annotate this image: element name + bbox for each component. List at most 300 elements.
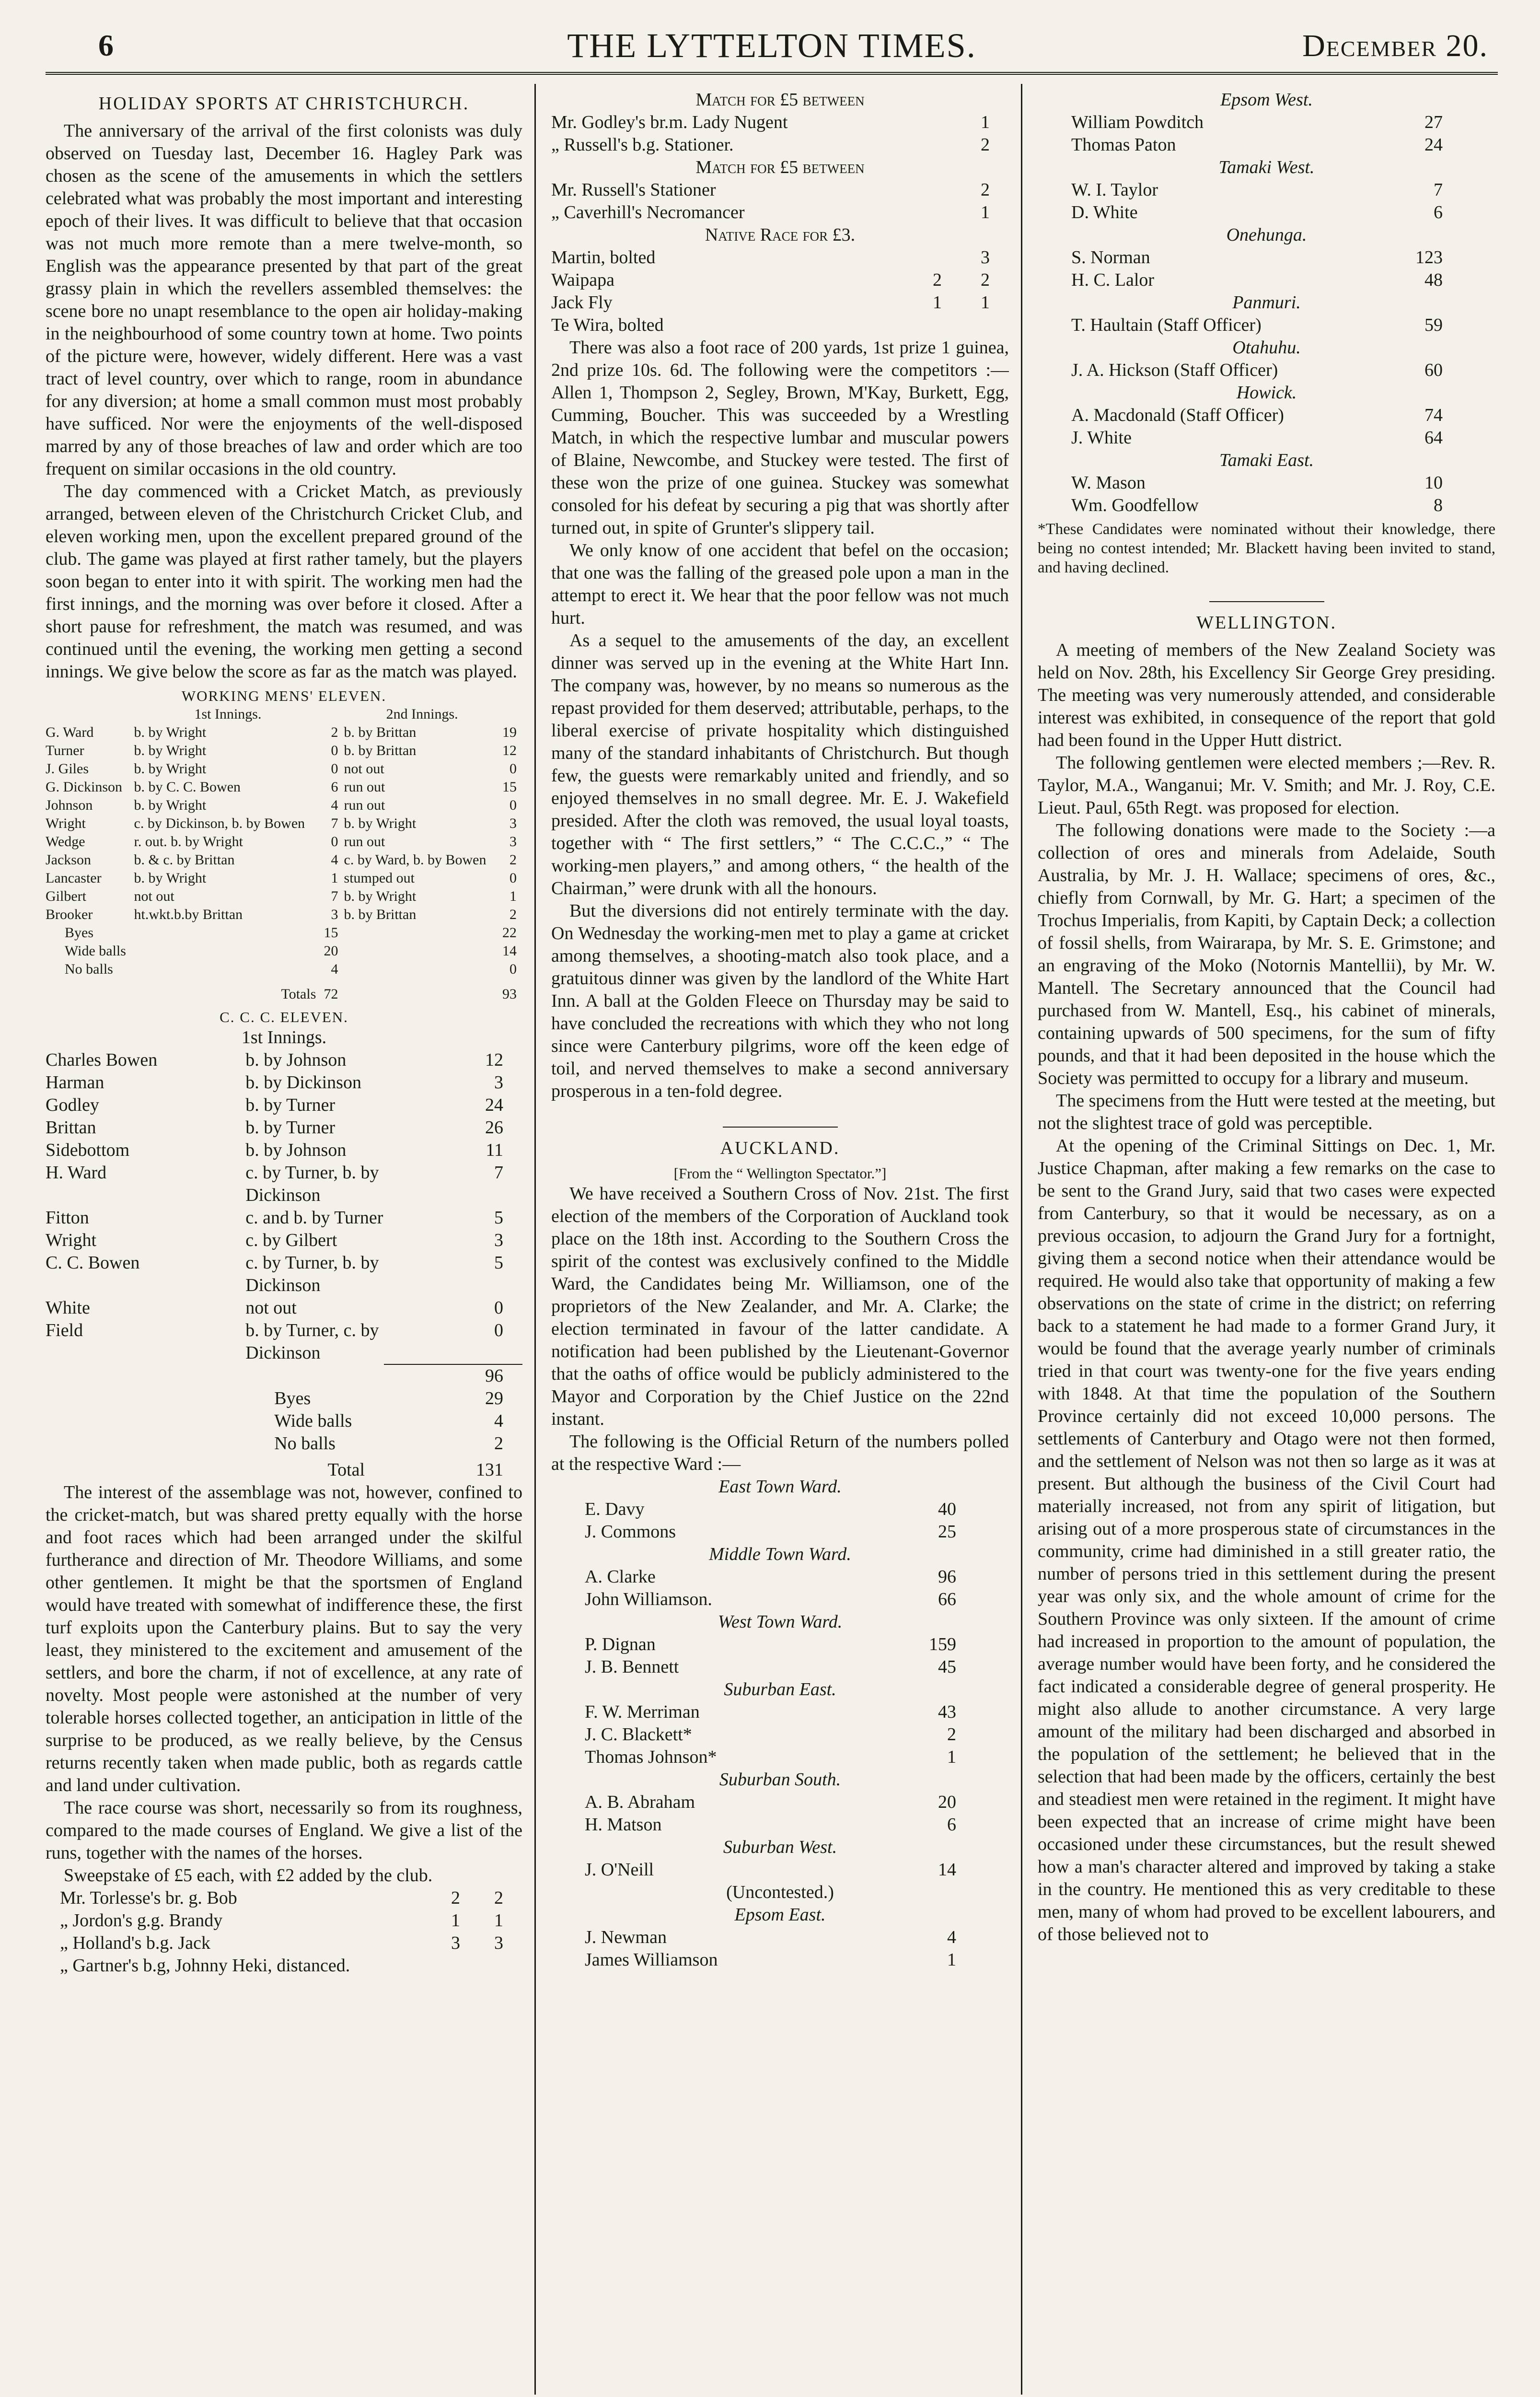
table-cell: 0 (509, 761, 517, 777)
ward-results (585, 1926, 975, 1971)
table-cell: 3 (981, 247, 990, 268)
table-row (46, 942, 522, 960)
source-line: [From the “ Wellington Spectator.”] (673, 1165, 887, 1182)
table-cell: Gilbert (46, 888, 86, 904)
paragraph: But the diversions did not entirely terminate with the day. On Wednesday the working-men met to play a game at cricket among themselves, a shooting-match also took place, and a gratuitous dinner was given by the landlord of the White Hart Inn. A ball at the Golden Fleece on Thursday may be said to have concluded the recreations with which they who not long since were Canterbury pilgrims, wore off the keen edge of toil, and nerved themselves to make a second anniversary prosperous in a ten-fold degree. (551, 901, 1009, 1101)
table-row (1071, 472, 1462, 494)
table-row (585, 1926, 975, 1949)
table-cell: 45 (938, 1657, 956, 1677)
table-cell: 0 (509, 870, 517, 886)
table-cell: 43 (938, 1702, 956, 1722)
table-cell (479, 1955, 522, 1977)
table-cell: 27 (1424, 112, 1443, 132)
table-cell: 123 (1415, 247, 1443, 268)
election-returns (551, 1476, 1009, 1971)
table-row (46, 1252, 522, 1297)
scorecard-title: C. C. C. ELEVEN. (220, 1009, 348, 1025)
table-cell: 0 (509, 961, 517, 977)
table-row (46, 1094, 522, 1117)
table-row (46, 1387, 522, 1410)
paragraph: Sweepstake of £5 each, with £2 added by the club. (64, 1865, 433, 1885)
table-cell: b. by Wright (134, 743, 207, 758)
table-cell: No balls (274, 1433, 336, 1454)
paragraph: The following is the Official Return of the numbers polled at the respective Ward :— (551, 1431, 1009, 1474)
ward-heading: East Town Ward. (718, 1477, 842, 1497)
uncontested-note: (Uncontested.) (726, 1882, 834, 1902)
table-cell: Sidebottom (46, 1140, 130, 1160)
table-cell: 1 (981, 292, 990, 313)
paragraph: The following donations were made to the Society :—a collection of ores and minerals from Adelaide, South Australia, by Mr. J. H. Wallace; specimens of ores, &c., chiefly from Cornwall, by Mr. G. Hart; a specimen of the Trochus Imperialis, from Kapiti, by Captain Deck; a collection of fossil shells, from Wairarapa, by Mr. S. E. Grimstone; and an engraving of the Moko (Notornis Mantellii), by Mr. W. Mantell. The Secretary announced that the Council had purchased from W. Mantell, Esq., his cabinet of minerals, containing upwards of 500 specimens, for the sum of fifty pounds, and that it had been deposited in the house which the Society was permitted to occupy for a library and museum. (1038, 820, 1495, 1088)
table-cell: Mr. Russell's Stationer (551, 180, 716, 200)
table-cell: „ Caverhill's Necromancer (551, 202, 745, 222)
table-cell: 66 (938, 1589, 956, 1609)
race-title: Native Race for £3. (705, 225, 856, 245)
table-cell: b. by Dickinson (245, 1072, 361, 1093)
table-row (46, 1909, 522, 1932)
ward-results (585, 1566, 975, 1611)
table-row (551, 269, 1009, 291)
table-cell: William Powditch (1071, 112, 1204, 132)
table-cell: Thomas Paton (1071, 135, 1176, 155)
table-cell: Wedge (46, 834, 85, 849)
paragraph: The specimens from the Hutt were tested at the meeting, but not the slightest trace of gold was perceptible. (1038, 1091, 1495, 1133)
section-divider (723, 1127, 838, 1128)
table-cell: 2 (981, 180, 990, 200)
ward-heading: Otahuhu. (1232, 337, 1301, 358)
innings-header: 1st Innings. (194, 706, 262, 722)
table-cell: 0 (331, 834, 338, 849)
table-cell: 1 (331, 870, 338, 886)
ward-results (585, 1498, 975, 1543)
table-cell: b. by Wright (344, 815, 417, 831)
table-cell: J. Newman (585, 1927, 667, 1947)
ward-results (1071, 472, 1462, 517)
table-row (1071, 201, 1462, 224)
ward-heading: Tamaki West. (1218, 157, 1315, 177)
table-cell: b. by Brittan (344, 724, 417, 740)
table-cell: 15 (502, 779, 517, 795)
table-cell: „ Holland's b.g. Jack (60, 1933, 210, 1953)
table-cell: Jack Fly (551, 292, 613, 313)
table-cell: 25 (938, 1522, 956, 1542)
paragraph: A meeting of members of the New Zealand Society was held on Nov. 28th, his Excellency Sir George Grey presiding. The meeting was very numerously attended, and considerable interest was exhibited, in consequence of the report that gold had been found in the Upper Hutt district. (1038, 640, 1495, 750)
table-cell: 2 (933, 270, 942, 290)
table-cell: G. Dickinson (46, 779, 122, 795)
table-cell: Mr. Torlesse's br. g. Bob (60, 1888, 237, 1908)
table-row (46, 1297, 522, 1319)
table-cell: 14 (938, 1860, 956, 1880)
sweepstake-results (46, 1887, 522, 1977)
table-cell: White (46, 1298, 90, 1318)
table-row (551, 179, 1009, 201)
paragraph: The interest of the assemblage was not, however, confined to the cricket-match, but was shared pretty equally with the horse and foot races which had been arranged under the skilful furtherance and direction of Mr. Theodore Williams, and some other gentlemen. It might be that the sportsmen of England would have treated with somewhat of indifference these, the first turf exploits upon the Canterbury plains. But to say the very least, they ministered to the excitement and amusement of the settlers, and bore the charm, if not of excellence, at any rate of novelty. Most people were astonished at the number of very tolerable horses collected together, an anticipation in little of the surprise to be produced, as we really believe, by the Census returns recently taken when made public, both as regards cattle and land under cultivation. (46, 1482, 522, 1795)
table-row (551, 201, 1009, 224)
paragraph: As a sequel to the amusements of the day, an excellent dinner was served up in the evening at the White Hart Inn. The company was, however, by no means so numerous as the repast provided for them deserved; attributable, perhaps, to the liberal exercise of private hospitality which distinguished many of the standard inhabitants of Christchurch. But though few, the guests were remarkably united and friendly, and so enjoyed themselves in no small degree. Mr. E. J. Wakefield presided. After the cloth was removed, the usual loyal toasts, together with “ The first settlers,” “ The C.C.C.,” “ The working-men players,” and among others, “ the health of the Chairman,” were drunk with all the honours. (551, 630, 1009, 898)
table-row (585, 1588, 975, 1611)
ward-results (585, 1859, 975, 1881)
table-row (46, 1887, 522, 1909)
table-cell: P. Dignan (585, 1634, 656, 1654)
table-cell: 1 (981, 202, 990, 222)
table-row (46, 1049, 522, 1071)
column-rule (534, 84, 536, 2395)
table-cell: 4 (331, 961, 338, 977)
table-cell: 4 (331, 852, 338, 868)
table-cell: b. by Wright (134, 761, 207, 777)
article-heading: HOLIDAY SPORTS AT CHRISTCHURCH. (98, 93, 470, 114)
table-cell: b. by Wright (134, 797, 207, 813)
table-cell: not out (344, 761, 384, 777)
ward-results (585, 1701, 975, 1769)
table-cell: 0 (331, 761, 338, 777)
table-cell: c. by Gilbert (245, 1230, 337, 1250)
table-cell: 6 (947, 1815, 956, 1835)
table-cell: 74 (1424, 405, 1443, 425)
table-cell: H. Matson (585, 1815, 662, 1835)
table-row (46, 1117, 522, 1139)
table-cell: J. Commons (585, 1522, 676, 1542)
paragraph: There was also a foot race of 200 yards, 1st prize 1 guinea, 2nd prize 10s. 6d. The following were the competitors :—Allen 1, Thompson 2, Segley, Brown, M'Kay, Burkett, Egg, Cumming, Boucher. This was succeeded by a Wrestling Match, in which the respective lumbar and muscular powers of Blaine, Newcombe, and Stuckey were tested. The first of these won the prize of one guinea. Stuckey was somewhat consoled for his defeat by securing a pig that was shortly after turned out, in spite of Grunter's slippery tail. (551, 337, 1009, 538)
table-row (585, 1566, 975, 1588)
table-cell: 3 (494, 1072, 503, 1093)
table-row (585, 1814, 975, 1836)
table-row (1071, 111, 1462, 134)
innings-header: 2nd Innings. (386, 706, 458, 722)
table-row (46, 869, 522, 887)
table-cell: 3 (509, 815, 517, 831)
table-cell: not out (245, 1298, 297, 1318)
working-men-scorecard (46, 705, 522, 1003)
election-returns (1038, 89, 1495, 517)
table-cell: not out (134, 888, 174, 904)
table-cell: 24 (485, 1095, 503, 1115)
table-cell: 3 (494, 1230, 503, 1250)
table-cell: 19 (502, 724, 517, 740)
race-results (551, 179, 1009, 224)
table-cell: 40 (938, 1499, 956, 1519)
table-cell: Byes (65, 925, 93, 941)
ward-heading: Tamaki East. (1219, 450, 1314, 470)
table-row (46, 760, 522, 778)
table-row (46, 1955, 522, 1977)
table-cell: Jackson (46, 852, 91, 868)
table-cell: 2 (981, 135, 990, 155)
ward-results (1071, 111, 1462, 156)
table-cell: c. by Dickinson, b. by Bowen (134, 815, 305, 831)
table-cell: 1 (947, 1747, 956, 1767)
table-cell: Byes (274, 1388, 311, 1408)
table-cell: 2 (947, 1724, 956, 1745)
table-cell: b. by Wright (134, 870, 207, 886)
table-row (46, 1319, 522, 1364)
ward-heading: West Town Ward. (718, 1612, 843, 1632)
table-cell: stumped out (344, 870, 415, 886)
table-cell: 15 (324, 925, 338, 941)
table-row (46, 1207, 522, 1229)
table-cell: Thomas Johnson* (585, 1747, 717, 1767)
article-heading: WELLINGTON. (1196, 613, 1337, 633)
race-title: Match for £5 between (695, 157, 865, 177)
table-cell: 159 (929, 1634, 956, 1654)
newspaper-title: THE LYTTELTON TIMES. (567, 26, 976, 65)
table-row (46, 851, 522, 869)
table-cell: W. I. Taylor (1071, 180, 1158, 200)
table-cell: 0 (509, 797, 517, 813)
innings-header: 1st Innings. (241, 1027, 327, 1047)
race-results (551, 246, 1009, 337)
table-cell: 14 (502, 943, 517, 959)
table-cell: John Williamson. (585, 1589, 712, 1609)
table-row (551, 134, 1009, 156)
table-row (551, 246, 1009, 269)
table-cell: 64 (1424, 428, 1443, 448)
table-cell: 6 (331, 779, 338, 795)
table-cell: 8 (1434, 495, 1443, 515)
table-cell: James Williamson (585, 1950, 718, 1970)
table-cell: 2 (451, 1888, 460, 1908)
table-cell: 5 (494, 1253, 503, 1273)
table-cell: Wright (46, 815, 86, 831)
table-cell: J. Giles (46, 761, 89, 777)
table-cell: 6 (1434, 202, 1443, 222)
column-3 (1038, 89, 1495, 2390)
table-cell: 2 (509, 852, 517, 868)
table-cell: 59 (1424, 315, 1443, 335)
table-cell: Field (46, 1320, 83, 1340)
column-1 (46, 89, 522, 2390)
paragraph: The day commenced with a Cricket Match, as previously arranged, between eleven of the Christchurch Cricket Club, and eleven working men, upon the excellent prepared ground of the club. The game was played at first rather tamely, but the players soon began to enter into it with spirit. The working men had the first innings, and the morning was over before it closed. After a short pause for refreshment, the match was resumed, and was continued until the evening, the working men getting a second innings. We give below the score as far as the match was played. (46, 481, 522, 682)
table-cell: E. Davy (585, 1499, 645, 1519)
table-cell: r. out. b. by Wright (134, 834, 243, 849)
ward-results (1071, 179, 1462, 224)
table-row (585, 1746, 975, 1769)
table-cell: Godley (46, 1095, 99, 1115)
race-title: Match for £5 between (695, 90, 865, 110)
masthead (46, 19, 1498, 75)
table-cell: c. and b. by Turner (245, 1208, 383, 1228)
table-cell: Wright (46, 1230, 97, 1250)
ward-results (585, 1791, 975, 1836)
table-cell: 4 (494, 1411, 503, 1431)
paragraph: We only know of one accident that befel on the occasion; that one was the falling of the greased pole upon a man in the attempt to erect it. We hear that the poor fellow was not much hurt. (551, 540, 1009, 628)
issue-date: December 20. (1302, 28, 1488, 63)
totals-label: Total (327, 1460, 365, 1480)
ward-heading: Onehunga. (1226, 225, 1307, 245)
table-row (585, 1859, 975, 1881)
table-cell: 2 (494, 1433, 503, 1454)
table-cell: c. by Ward, b. by Bowen (344, 852, 486, 868)
table-cell: H. Ward (46, 1163, 107, 1183)
table-cell: Wm. Goodfellow (1071, 495, 1199, 515)
paragraph: The following gentlemen were elected members ;—Rev. R. Taylor, M.A., Wanganui; Mr. V. Smith; and Mr. J. Roy, C.E. Lieut. Paul, 65th Regt. was proposed for election. (1038, 753, 1495, 818)
table-cell: Mr. Godley's br.m. Lady Nugent (551, 112, 788, 132)
table-row (46, 815, 522, 833)
table-cell: b. by Brittan (344, 743, 417, 758)
table-cell: Martin, bolted (551, 247, 656, 268)
table-cell: 1 (494, 1910, 503, 1931)
table-cell: A. Clarke (585, 1567, 656, 1587)
table-row (46, 778, 522, 796)
ward-heading: Epsom East. (734, 1905, 826, 1925)
table-cell: b. by Wright (344, 888, 417, 904)
table-cell: 0 (331, 743, 338, 758)
table-cell: Te Wira, bolted (551, 315, 664, 335)
table-row (46, 742, 522, 760)
table-row (46, 1229, 522, 1252)
table-cell: 3 (451, 1933, 460, 1953)
footnote: *These Candidates were nominated without their knowledge, there being no contest intended; Mr. Blackett having been invited to stand, and having declined. (1038, 521, 1495, 576)
ward-heading: Suburban West. (723, 1837, 837, 1857)
table-row (46, 1071, 522, 1094)
table-cell: Waipapa (551, 270, 614, 290)
paragraph: The anniversary of the arrival of the first colonists was duly observed on Tuesday last, December 16. Hagley Park was chosen as the scene of the amusements in which the settlers celebrated what was probably the most important and interesting epoch of their lives. It was difficult to believe that that occasion was not much more remote than a mere twelve-month, so English was the appearance presented by that part of the great grassy plain in which the revellers assembled themselves: the scene bore no unapt resemblance to the open air holiday-making in the neighbourhood of some country town at home. Two points of the picture were, however, widely different. Here was a vast tract of level country, over which to range, room in abundance for any diversion; at home a small common must most probably have sufficed. Nor were the enjoyments of the well-disposed marred by any of those breaches of law and order which are too frequent on similar occasions in the old country. (46, 121, 522, 479)
table-cell: Johnson (46, 797, 93, 813)
table-cell: G. Ward (46, 724, 94, 740)
table-row (46, 924, 522, 942)
table-cell: 0 (494, 1298, 503, 1318)
table-cell: J. A. Hickson (Staff Officer) (1071, 360, 1278, 380)
ward-heading: Epsom West. (1220, 90, 1313, 110)
ward-results (585, 1633, 975, 1678)
table-cell: b. & c. by Brittan (134, 852, 235, 868)
paragraph: At the opening of the Criminal Sittings on Dec. 1, Mr. Justice Chapman, after making a few remarks on the case to be sent to the Grand Jury, said that two cases were expected from Canterbury, so that it would be necessary, as on a previous occasion, to adjourn the Grand Jury for a fortnight, giving them a second notice when their attendance would be required. He would also take that opportunity of making a few observations on the state of crime in the district; on referring back to a statement he had made to a former Grand Jury, it would be found that the average yearly number of criminals tried in that court was twenty-one for the five years ending with 1848. At that time the population of the Southern Province certainly did not exceed 10,000 persons. The settlements of Canterbury and Otago were not then formed, and the settlement of Nelson was not then so large as it was at present. But although the business of the Civil Court had materially increased, not from any spirit of litigation, but arising out of a more prosperous state of circumstances in the community, crime had diminished in a still greater ratio, the number of persons tried in this settlement during the present year was only six, and the whole amount of crime for the Southern Province was only sixteen. If the amount of crime had increased in proportion to the amount of population, the average number would have been forty, and he considered the fact indicated a considerable degree of general prosperity. He might also allude to another circumstance. A very large amount of the military had been discharged and absorbed in the population of the settlement; he believed that in the selection that had been made by the officers, certainly the best and steadiest men were retained in the regiment. It might have been expected that an increase of crime might have been occasioned under these circumstances, but the result shewed how a man's character altered and improved by taking a stake in the country. He mentioned this as very creditable to these men, many of whom had proved to be excellent labourers, and of those believed not to (1038, 1136, 1495, 1944)
table-cell: 22 (502, 925, 517, 941)
ward-heading: Suburban South. (719, 1769, 841, 1790)
ward-results (1071, 246, 1462, 291)
table-cell: b. by Wright (134, 724, 207, 740)
paragraph: We have received a Southern Cross of Nov. 21st. The first election of the members of the Corporation of Auckland took place on the 18th inst. According to the Southern Cross the spirit of the contest was exclusively confined to the Middle Ward, the Candidates being Mr. Williamson, one of the proprietors of the New Zealander, and Mr. A. Clarke; the election terminated in favour of the latter candidate. A notification had been published by the Lieutenant-Governor that the oaths of office would be publicly administered to the Mayor and Corporation by the Chief Justice on the 22nd instant. (551, 1184, 1009, 1429)
table-cell: J. O'Neill (585, 1860, 654, 1880)
table-row (585, 1656, 975, 1678)
table-cell: 1 (981, 112, 990, 132)
table-row (1071, 314, 1462, 337)
table-cell: 3 (331, 907, 338, 922)
table-cell: A. Macdonald (Staff Officer) (1071, 405, 1284, 425)
table-row (1071, 269, 1462, 291)
table-cell: c. by Turner, b. by Dickinson (245, 1163, 379, 1205)
table-row (585, 1949, 975, 1971)
table-cell: 12 (502, 743, 517, 758)
section-divider (1209, 601, 1324, 602)
table-cell: „ Gartner's b.g, Johnny Heki, distanced. (60, 1955, 350, 1976)
table-row (46, 796, 522, 815)
totals-value: 93 (502, 986, 517, 1002)
table-cell: F. W. Merriman (585, 1702, 700, 1722)
table-cell: 2 (981, 270, 990, 290)
table-cell: b. by Turner (245, 1117, 336, 1138)
article-heading: AUCKLAND. (720, 1138, 840, 1158)
table-cell: 2 (494, 1888, 503, 1908)
table-cell: J. B. Bennett (585, 1657, 679, 1677)
table-row (46, 833, 522, 851)
table-row (1071, 359, 1462, 382)
table-cell: C. C. Bowen (46, 1253, 140, 1273)
table-cell (913, 314, 961, 337)
table-cell: 11 (486, 1140, 503, 1160)
totals-value: 72 (324, 986, 338, 1002)
table-cell: c. by Turner, b. by Dickinson (245, 1253, 379, 1295)
table-cell: 2 (331, 724, 338, 740)
ward-results (1071, 359, 1462, 382)
table-row (46, 1410, 522, 1432)
table-row (1071, 246, 1462, 269)
table-cell (436, 1955, 479, 1977)
table-cell: Charles Bowen (46, 1050, 158, 1070)
table-row (585, 1723, 975, 1746)
table-row (46, 1432, 522, 1455)
table-row (585, 1521, 975, 1543)
table-cell: Harman (46, 1072, 104, 1093)
table-cell: T. Haultain (Staff Officer) (1071, 315, 1262, 335)
ward-heading: Howick. (1236, 383, 1297, 403)
table-cell: 1 (933, 292, 942, 313)
table-cell: D. White (1071, 202, 1138, 222)
table-cell: H. C. Lalor (1071, 270, 1155, 290)
table-cell: 3 (494, 1933, 503, 1953)
table-cell: Brooker (46, 907, 93, 922)
table-cell: 48 (1424, 270, 1443, 290)
table-cell: b. by Johnson (245, 1050, 347, 1070)
table-cell: 60 (1424, 360, 1443, 380)
table-cell: b. by Brittan (344, 907, 417, 922)
table-row (585, 1498, 975, 1521)
subtotal-value: 96 (384, 1364, 522, 1387)
table-row (46, 1162, 522, 1207)
table-cell: J. White (1071, 428, 1132, 448)
ward-results (1071, 314, 1462, 337)
table-row (46, 887, 522, 906)
table-cell: S. Norman (1071, 247, 1150, 268)
column-rule (1021, 84, 1022, 2395)
table-row (585, 1633, 975, 1656)
table-cell: 1 (509, 888, 517, 904)
table-row (46, 1932, 522, 1955)
table-cell: run out (344, 834, 385, 849)
table-cell: 4 (331, 797, 338, 813)
table-cell: Wide balls (274, 1411, 352, 1431)
ward-heading: Panmuri. (1232, 292, 1301, 313)
table-cell: No balls (65, 961, 113, 977)
table-cell: „ Russell's b.g. Stationer. (551, 135, 734, 155)
table-cell: b. by C. C. Bowen (134, 779, 241, 795)
table-cell: Brittan (46, 1117, 96, 1138)
ward-results (1071, 404, 1462, 449)
table-cell: 7 (1434, 180, 1443, 200)
table-cell: A. B. Abraham (585, 1792, 695, 1812)
table-cell: b. by Turner (245, 1095, 336, 1115)
table-cell: ht.wkt.b.by Brittan (134, 907, 243, 922)
table-cell: 7 (331, 888, 338, 904)
page-number: 6 (98, 28, 114, 62)
table-cell: 29 (485, 1388, 503, 1408)
table-cell: 3 (509, 834, 517, 849)
table-row (46, 960, 522, 978)
table-row (1071, 494, 1462, 517)
table-cell: 0 (494, 1320, 503, 1340)
paragraph: The race course was short, necessarily so from its roughness, compared to the made courses of England. We give a list of the runs, together with the names of the horses. (46, 1798, 522, 1863)
table-cell: 5 (494, 1208, 503, 1228)
table-cell: 20 (938, 1792, 956, 1812)
table-cell: 12 (485, 1050, 503, 1070)
table-row (585, 1701, 975, 1723)
table-cell: 2 (509, 907, 517, 922)
table-cell: b. by Johnson (245, 1140, 347, 1160)
table-row (1071, 179, 1462, 201)
table-cell: Lancaster (46, 870, 102, 886)
totals-value: 131 (476, 1460, 503, 1480)
table-cell: Fitton (46, 1208, 89, 1228)
table-cell: W. Mason (1071, 473, 1146, 493)
